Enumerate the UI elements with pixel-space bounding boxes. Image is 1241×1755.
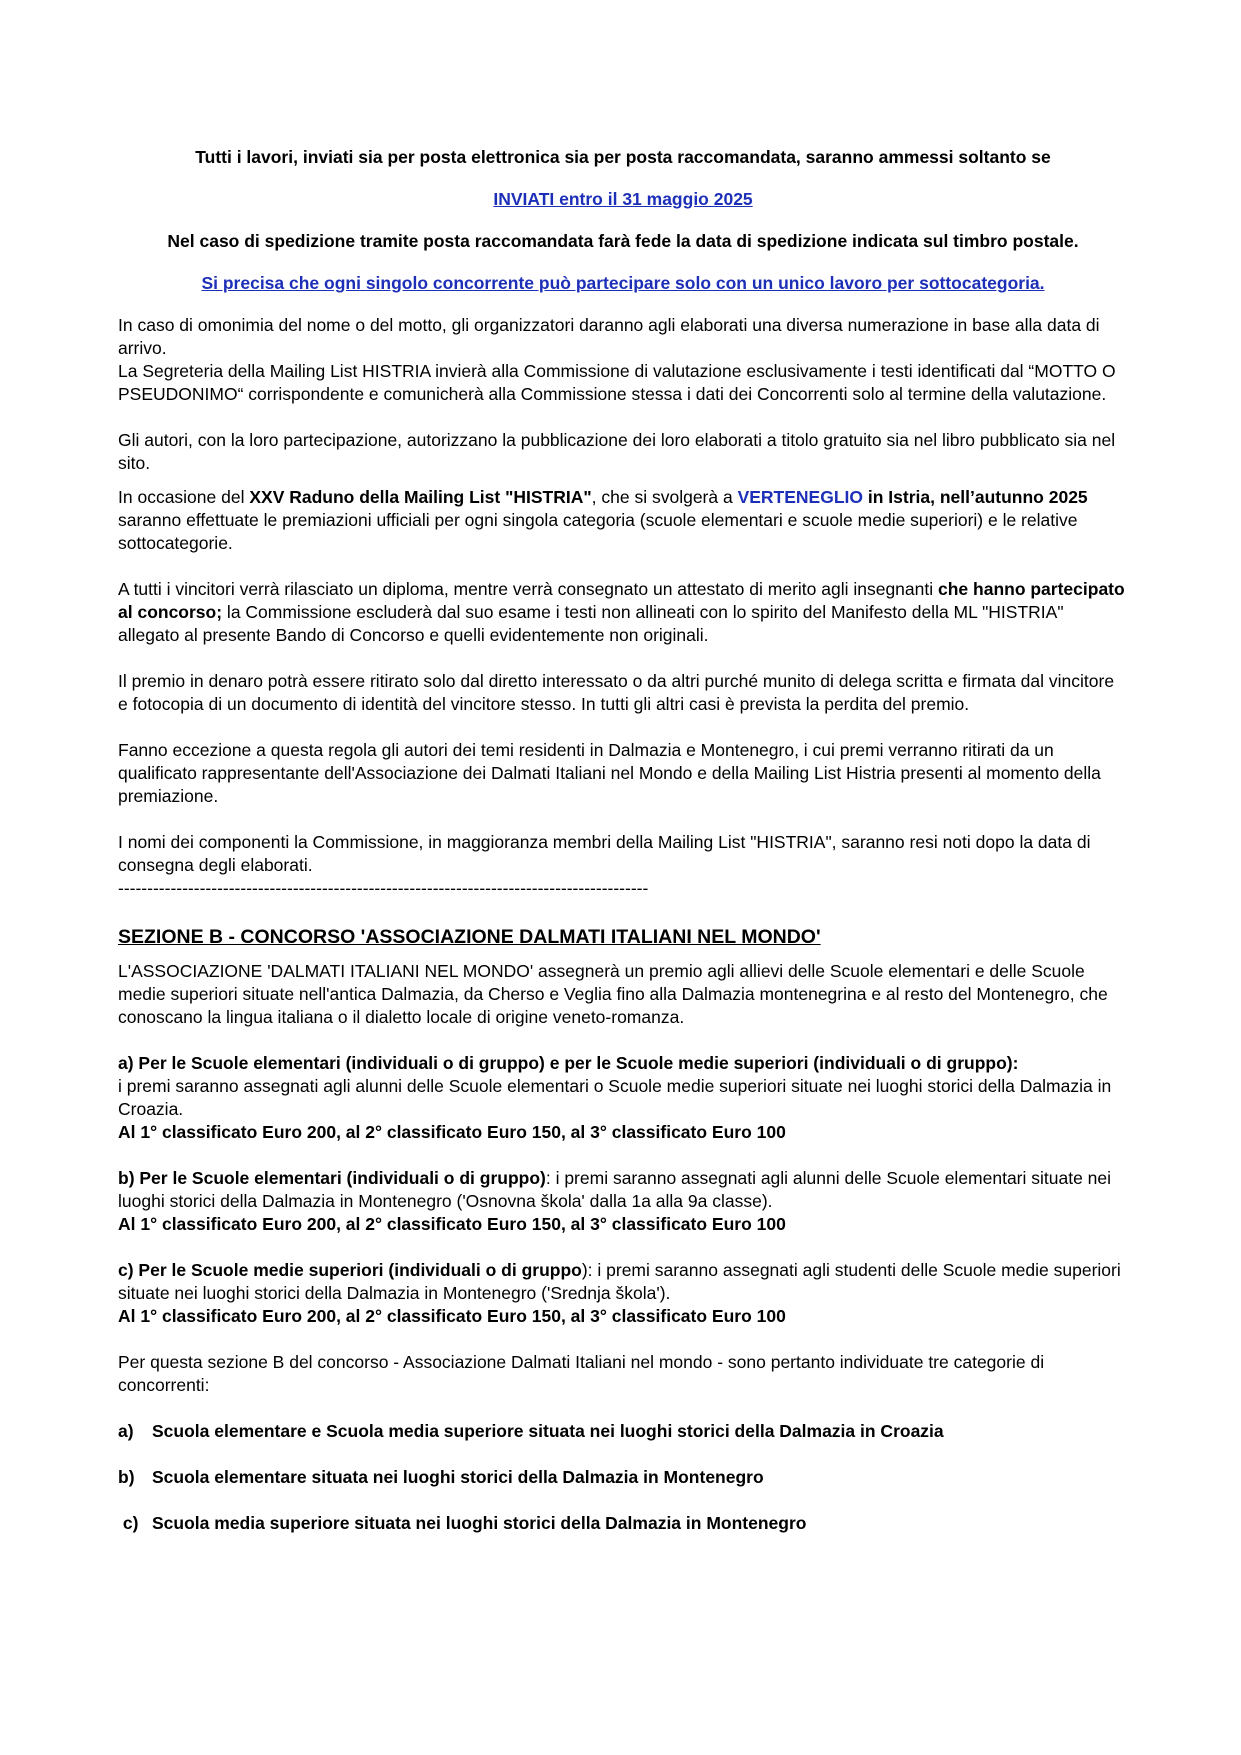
list-item: c) Scuola media superiore situata nei luoghi storici della Dalmazia in Montenegro: [118, 1513, 807, 1533]
p5-a: A tutti i vincitori verrà rilasciato un diploma, mentre verrà consegnato un attestato di merito agli insegnanti: [118, 579, 938, 599]
category-c-heading: c) Per le Scuole medie superiori (individuali o di gruppo: [118, 1260, 582, 1280]
paragraph-diploma: [118, 578, 1128, 647]
p4-c: , che si svolgerà a: [591, 487, 738, 507]
paragraph-exception: Fanno eccezione a questa regola gli autori dei temi residenti in Dalmazia e Montenegro, i cui premi verranno ritirati da un qualificato rappresentante dell'Associazione dei Dalmati Italiani nel Mondo e della Mailing List Histria presenti al momento della premiazione.: [118, 740, 1101, 806]
paragraph-commission: I nomi dei componenti la Commissione, in maggioranza membri della Mailing List "HISTRIA", saranno resi noti dopo la data di consegna degli elaborati.: [118, 832, 1091, 875]
category-a-text: i premi saranno assegnati agli alunni delle Scuole elementari o Scuole medie superiori situate nei luoghi storici della Dalmazia in Croazia.: [118, 1076, 1112, 1119]
category-b-paragraph: [118, 1167, 1128, 1213]
category-a-heading: a) Per le Scuole elementari (individuali o di gruppo) e per le Scuole medie superiori (individuali o di gruppo):: [118, 1053, 1019, 1073]
p4-istria: in Istria, nell’autunno 2025: [863, 487, 1088, 507]
section-b-summary: Per questa sezione B del concorso - Associazione Dalmati Italiani nel mondo - sono pertanto individuate tre categorie di concorrenti:: [118, 1352, 1045, 1395]
category-b-heading: b) Per le Scuole elementari (individuali o di gruppo): [118, 1168, 546, 1188]
category-b-text: : i premi saranno assegnati agli alunni delle Scuole elementari situate nei luoghi storici della Dalmazia in Montenegro ('Osnovna škola' dalla 1a alla 9a classe).: [118, 1168, 1112, 1211]
list-item: a) Scuola elementare e Scuola media superiore situata nei luoghi storici della Dalmazia in Croazia: [118, 1421, 944, 1441]
paragraph-homonymy: In caso di omonimia del nome o del motto, gli organizzatori daranno agli elaborati una diversa numerazione in base alla data di arrivo.: [118, 315, 1100, 358]
section-b-intro: L'ASSOCIAZIONE 'DALMATI ITALIANI NEL MONDO' assegnerà un premio agli allievi delle Scuole elementari e delle Scuole medie superiori situate nell'antica Dalmazia, da Cherso e Veglia fino alla Dalmazia montenegrina e al resto del Montenegro, che conoscano la lingua italiana o il dialetto locale di origine veneto-romanza.: [118, 961, 1108, 1027]
p4-verteneglio: VERTENEGLIO: [737, 487, 864, 507]
deadline-text[interactable]: INVIATI entro il 31 maggio 2025: [493, 189, 753, 209]
paragraph-raduno: [118, 486, 1128, 555]
postal-rule: Nel caso di spedizione tramite posta raccomandata farà fede la data di spedizione indicata sul timbro postale.: [167, 231, 1079, 251]
category-c-text: ): i premi saranno assegnati agli studenti delle Scuole medie superiori situate nei luoghi storici della Dalmazia in Montenegro ('Srednja škola').: [118, 1260, 1121, 1303]
paragraph-secretariat: La Segreteria della Mailing List HISTRIA invierà alla Commissione di valutazione esclusivamente i testi identificati dal “MOTTO O PSEUDONIMO“ corrispondente e comunicherà alla Commissione stessa i dati dei Concorrenti solo al termine della valutazione.: [118, 361, 1116, 404]
p5-b: che hanno partecipato al concorso;: [118, 579, 1125, 622]
section-b-title: SEZIONE B - CONCORSO 'ASSOCIAZIONE DALMATI ITALIANI NEL MONDO': [118, 926, 821, 948]
p5-c: la Commissione escluderà dal suo esame i testi non allineati con lo spirito del Manifesto della ML "HISTRIA" allegato al presente Bando di Concorso e quelli evidentemente non originali.: [118, 602, 1064, 645]
single-entry-note-text[interactable]: Si precisa che ogni singolo concorrente può partecipare solo con un unico lavoro per sottocategoria.: [201, 273, 1045, 293]
p4-f: saranno effettuate le premiazioni ufficiali per ogni singola categoria (scuole elementari e scuole medie superiori) e le relative sottocategorie.: [118, 510, 1078, 553]
single-entry-note[interactable]: [118, 272, 1128, 295]
category-b-prize: Al 1° classificato Euro 200, al 2° classificato Euro 150, al 3° classificato Euro 100: [118, 1214, 786, 1234]
p4-a: In occasione del: [118, 487, 250, 507]
list-item: b) Scuola elementare situata nei luoghi storici della Dalmazia in Montenegro: [118, 1467, 764, 1487]
category-c-paragraph: [118, 1259, 1128, 1305]
submission-rule: Tutti i lavori, inviati sia per posta elettronica sia per posta raccomandata, saranno ammessi soltanto se: [195, 147, 1051, 167]
category-list: [118, 1420, 1128, 1535]
paragraph-authors: Gli autori, con la loro partecipazione, autorizzano la pubblicazione dei loro elaborati a titolo gratuito sia nel libro pubblicato sia nel sito.: [118, 430, 1116, 473]
paragraph-prize-collection: Il premio in denaro potrà essere ritirato solo dal diretto interessato o da altri purché munito di delega scritta e firmata dal vincitore e fotocopia di un documento di identità del vincitore stesso. In tutti gli altri casi è prevista la perdita del premio.: [118, 671, 1115, 714]
category-c-prize: Al 1° classificato Euro 200, al 2° classificato Euro 150, al 3° classificato Euro 100: [118, 1306, 786, 1326]
separator-dashes: -------------------------------------------------------------------------------------------: [118, 878, 649, 898]
category-a-prize: Al 1° classificato Euro 200, al 2° classificato Euro 150, al 3° classificato Euro 100: [118, 1122, 786, 1142]
document-page: [118, 146, 1128, 1535]
deadline-link[interactable]: [118, 188, 1128, 211]
p4-raduno: XXV Raduno della Mailing List "HISTRIA": [249, 487, 592, 507]
